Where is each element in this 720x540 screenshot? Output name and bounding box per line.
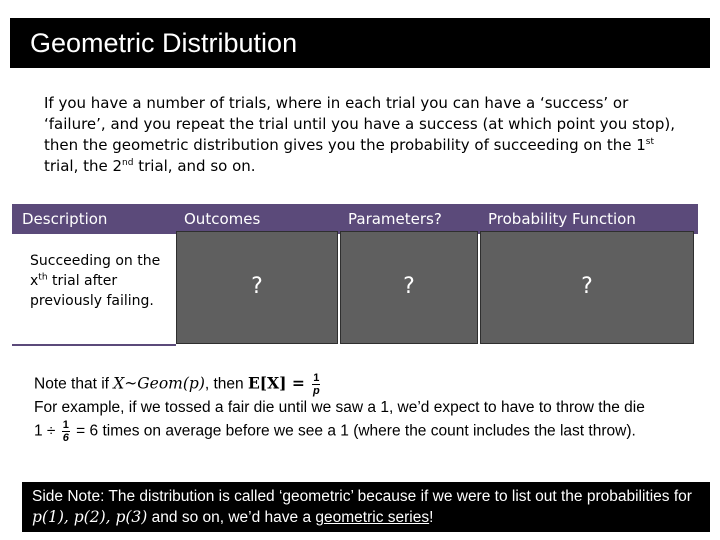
header-parameters: Parameters? xyxy=(342,204,482,234)
expectation-note xyxy=(34,372,704,444)
note-line3-fraction-num: 1 xyxy=(62,419,69,431)
description-text-1: Succeeding on the x xyxy=(30,253,161,289)
note-expectation: E[X] = xyxy=(247,373,311,393)
side-note-math: p(1), p(2), p(3) xyxy=(32,508,148,526)
side-note-text-3: ! xyxy=(429,509,434,526)
side-note-box xyxy=(22,482,710,532)
note-math-geom: X~Geom(p) xyxy=(113,374,205,393)
title-bar xyxy=(10,18,710,68)
description-text-2: trial after previously failing. xyxy=(30,273,154,309)
note-line-3 xyxy=(34,419,704,444)
intro-sup-2: nd xyxy=(122,158,134,168)
distribution-table xyxy=(12,204,698,346)
header-outcomes: Outcomes xyxy=(176,204,342,234)
side-note-text-2: and so on, we’d have a xyxy=(147,509,316,526)
side-note-text-1: Side Note: The distribution is called ‘geometric’ because if we were to list out the probabilities for xyxy=(32,488,692,505)
note-line3-fraction xyxy=(62,419,70,444)
outcomes-cover-box[interactable]: ? xyxy=(176,231,338,344)
intro-sup-1: st xyxy=(645,137,654,147)
description-cell xyxy=(12,234,176,346)
note-fraction-num: 1 xyxy=(313,372,320,384)
header-probability-function: Probability Function xyxy=(482,204,698,234)
header-description: Description xyxy=(12,204,176,234)
note-mid: , then xyxy=(204,375,248,393)
note-prefix: Note that if xyxy=(34,375,114,393)
geometric-series-link[interactable]: geometric series xyxy=(315,509,430,526)
intro-text-3: trial, and so on. xyxy=(133,157,256,175)
note-line3-prefix: 1 ÷ xyxy=(34,422,60,440)
note-line3-suffix: = 6 times on average before we see a 1 (where the count includes the last throw). xyxy=(71,422,636,440)
description-text xyxy=(30,251,175,311)
note-fraction-den: p xyxy=(312,385,320,397)
note-line-1 xyxy=(34,372,704,397)
description-sup: th xyxy=(38,272,48,283)
intro-text-1: If you have a number of trials, where in each trial you can have a ‘success’ or ‘failure’, and you repeat the trial until you have a success (at which point you stop), then the geometric distribution gives you the probability of succeeding on the 1 xyxy=(44,94,675,154)
note-line-2: For example, if we tossed a fair die until we saw a 1, we’d expect to have to throw the die xyxy=(34,399,645,416)
intro-paragraph xyxy=(44,93,684,177)
note-fraction xyxy=(312,372,320,397)
slide-title: Geometric Distribution xyxy=(30,28,298,58)
probability-function-cover-box[interactable]: ? xyxy=(480,231,694,344)
parameters-cover-box[interactable]: ? xyxy=(340,231,478,344)
note-line3-fraction-den: 6 xyxy=(62,432,69,444)
intro-text-2: trial, the 2 xyxy=(44,157,123,175)
